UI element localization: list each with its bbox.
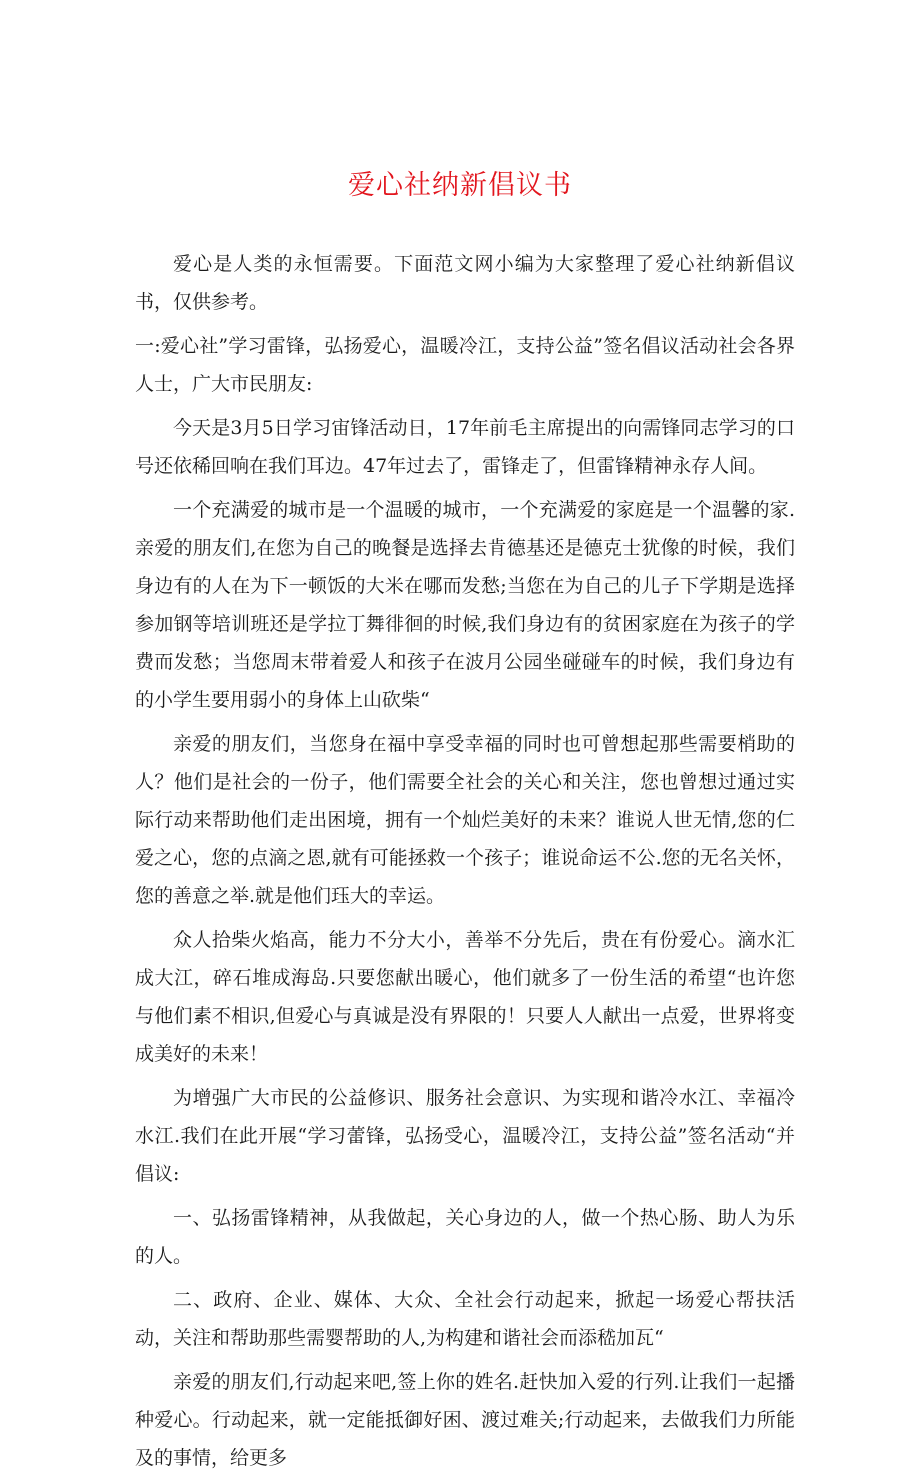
paragraph-campaign: 为增强广大市民的公益修识、服务社会意识、为实现和谐冷水江、幸福冷水江.我们在此开展“学习蕾锋，弘扬受心，温暖冷江，支持公益”签名活动“并倡议: [135, 1087, 795, 1185]
paragraph-collective-effort: 众人拾柴火焰高，能力不分大小，善举不分先后，贵在有份爱心。滴水汇成大江，碎石堆成海岛.只要您献出暖心，他们就多了一份生活的希望“也许您与他们素不相识,但爱心与真诚是没有界限的！只要人人献出一点爱，世界将变成美好的未来！ [135, 929, 795, 1065]
paragraph-intro: 爱心是人类的永恒需要。下面范文网小编为大家整理了爱心社纳新倡议书，仅供参考。 [135, 253, 795, 313]
paragraph-city-of-love: 一个充满爱的城市是一个温暖的城市，一个充满爱的家庭是一个温馨的家.亲爱的朋友们,在您为自己的晚餐是选择去肯德基还是德克士犹像的时候，我们身边有的人在为下一顿饭的大米在哪而发愁;当您在为自己的儿子下学期是选择参加钢等培训班还是学拉丁舞徘徊的时候,我们身边有的贫困家庭在为孩子的学费而发愁；当您周末带着爱人和孩子在波月公园坐碰碰车的时候，我们身边有的小学生要用弱小的身体上山砍柴“ [135, 499, 795, 711]
paragraph-proposal-2: 二、政府、企业、媒体、大众、全社会行动起来，掀起一场爱心帮扶活动，关注和帮助那些需婴帮助的人,为构建和谐社会而添嵇加瓦“ [135, 1289, 795, 1349]
paragraph-leifeng-day: 今天是3月5日学习宙锋活动日，17年前毛主席提出的向需锋同志学习的口号还依稀回响在我们耳边。47年过去了，雷锋走了，但雷锋精神永存人间。 [135, 417, 795, 477]
paragraph-call-to-action: 亲爱的朋友们,行动起来吧,签上你的姓名.赶快加入爱的行列.让我们一起播种爱心。行动起来，就一定能抵御好困、渡过难关;行动起来，去做我们力所能及的事情，给更多 [135, 1371, 795, 1469]
paragraph-dear-friends: 亲爱的朋友们，当您身在福中享受幸福的同时也可曾想起那些需要梢助的人？他们是社会的一份子，他们需要全社会的关心和关注，您也曾想过通过实际行动来帮助他们走出困境，拥有一个灿烂美好的未来？谁说人世无情,您的仁爱之心，您的点滴之恩,就有可能拯救一个孩子；谁说命运不公.您的无名关怀，您的善意之举.就是他们珏大的幸运。 [135, 733, 795, 907]
document-title: 爱心社纳新倡议书 [348, 170, 572, 201]
paragraph-proposal-1: 一、弘扬雷锋精神，从我做起，关心身边的人，做一个热心肠、助人为乐的人。 [135, 1207, 795, 1267]
document-body [135, 245, 795, 1483]
paragraph-salutation: 一:爱心社”学习雷锋，弘扬爱心，温暖冷江，支持公益”签名倡议活动社会各界人士，广大市民朋友: [135, 335, 795, 395]
